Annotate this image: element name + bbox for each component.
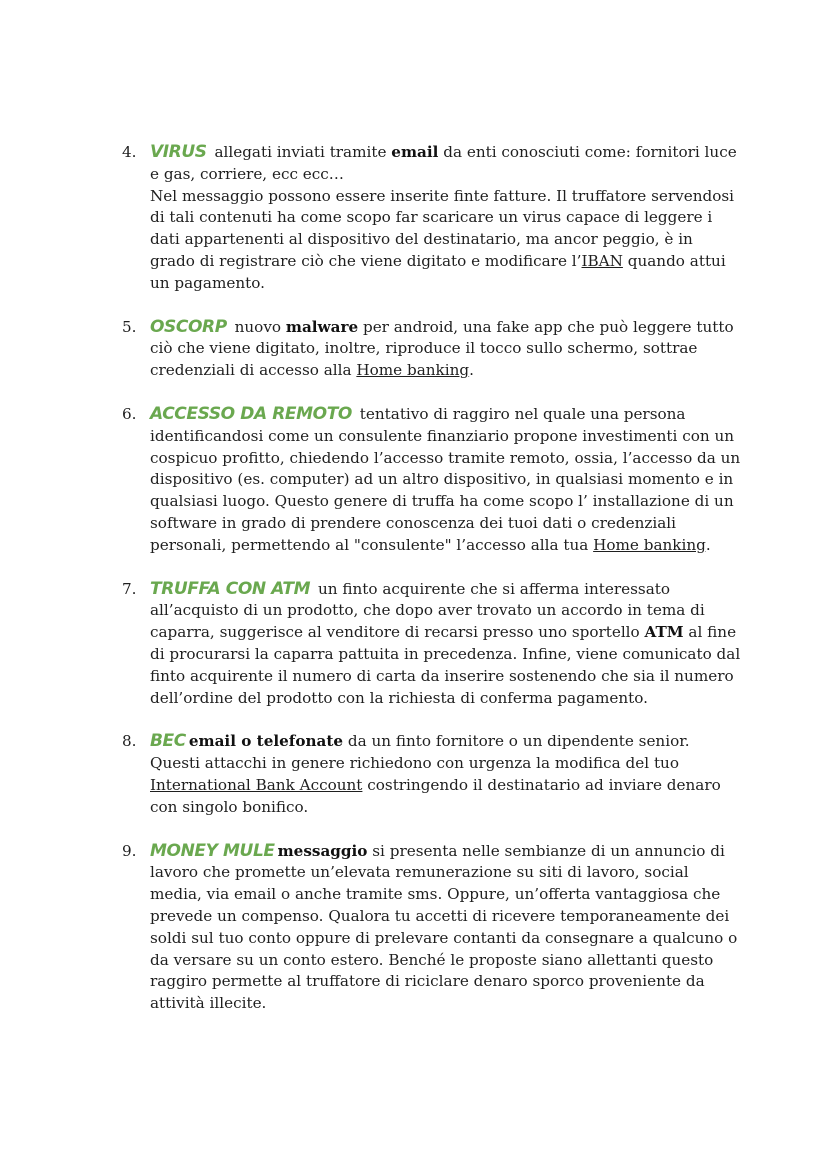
item-keyword: BEC: [150, 731, 186, 752]
item-number: 5.: [122, 317, 137, 336]
item-keyword: ACCESSO DA REMOTO: [150, 403, 352, 424]
iban-term: IBAN: [581, 251, 623, 270]
item-text: un finto acquirente che si afferma interessato all’acquisto di un prodotto, che dopo aver trovato un accordo in tema di caparra, suggerisce al venditore di recarsi presso uno sportello: [150, 579, 705, 642]
item-text: tentativo di raggiro nel quale una persona identificandosi come un consulente finanziario propone investimenti con un cospicuo profitto, chiedendo l’accesso tramite remoto, ossia, l’accesso da un dispositivo (es. computer) ad un altro dispositivo, in qualsiasi momento e in qualsiasi luogo. Questo genere di truffa ha come scopo l’ installazione di un software in grado di prendere conoscenza dei tuoi dati o credenziali personali, permettendo al "consulente" l’accesso alla tua: [150, 404, 741, 554]
home-banking-term: Home banking: [356, 361, 470, 380]
item-text: al fine di procurarsi la caparra pattuita in precedenza. Infine, viene comunicato dal finto acquirente il numero di carta da inserire sostenendo che sia il numero dell’ordine del prodotto con la richiesta di conferma pagamento.: [150, 623, 741, 707]
item-keyword: TRUFFA CON ATM: [150, 578, 311, 599]
item-bold-text: messaggio: [277, 841, 368, 860]
item-bold-text: malware: [285, 317, 359, 336]
item-bold-text: email o telefonate: [188, 732, 344, 751]
scam-list: [122, 142, 742, 1037]
international-bank-account-term: International Bank Account: [150, 775, 363, 794]
item-number: 8.: [122, 732, 137, 751]
item-text: per android, una fake app che può leggere tutto ciò che viene digitato, inoltre, riproduce il tocco sullo schermo, sottrae credenziali di accesso alla: [150, 317, 734, 380]
list-item-truffa-atm: [122, 579, 742, 710]
item-keyword: MONEY MULE: [150, 840, 275, 861]
item-bold-text: ATM: [644, 623, 684, 642]
item-number: 6.: [122, 404, 137, 423]
item-text: costringendo il destinatario ad inviare denaro con singolo bonifico.: [150, 775, 721, 816]
item-keyword: VIRUS: [150, 142, 207, 162]
item-number: 4.: [122, 143, 137, 161]
list-item-oscorp: [122, 317, 742, 382]
item-text: quando attui un pagamento.: [150, 251, 726, 292]
list-item-money-mule: [122, 841, 742, 1015]
item-text: Nel messaggio possono essere inserite finte fatture. Il truffatore servendosi di tali contenuti ha come scopo far scaricare un virus capace di leggere i dati appartenenti al dispositivo del destinatario, ma ancor peggio, è in grado di registrare ciò che viene digitato e modificare l’: [150, 186, 735, 270]
item-number: 9.: [122, 841, 137, 860]
item-text: da un finto fornitore o un dipendente senior. Questi attacchi in genere richiedono con urgenza la modifica del tuo: [150, 732, 690, 773]
item-text: si presenta nelle sembianze di un annuncio di lavoro che promette un’elevata remunerazione su siti di lavoro, social media, via email o anche tramite sms. Oppure, un’offerta vantaggiosa che prevede un compenso. Qualora tu accetti di ricevere temporaneamente dei soldi sul tuo conto oppure di prelevare contanti da consegnare a qualcuno o da versare su un conto estero. Benché le proposte siano allettanti questo raggiro permette al truffatore di riciclare denaro sporco proveniente da attività illecite.: [150, 841, 738, 1013]
item-text: nuovo: [229, 317, 286, 336]
item-text: allegati inviati tramite: [209, 143, 392, 161]
item-number: 7.: [122, 579, 137, 598]
item-keyword: OSCORP: [150, 316, 227, 337]
item-text: .: [705, 535, 711, 554]
item-text: .: [469, 361, 474, 380]
list-item-bec: [122, 731, 742, 818]
home-banking-term: Home banking: [593, 535, 706, 554]
item-text: da enti conosciuti come: fornitori luce e gas, corriere, ecc ecc…: [150, 143, 737, 183]
list-item-virus: [122, 142, 742, 295]
item-bold-text: email: [391, 143, 439, 161]
list-item-accesso-remoto: [122, 404, 742, 557]
